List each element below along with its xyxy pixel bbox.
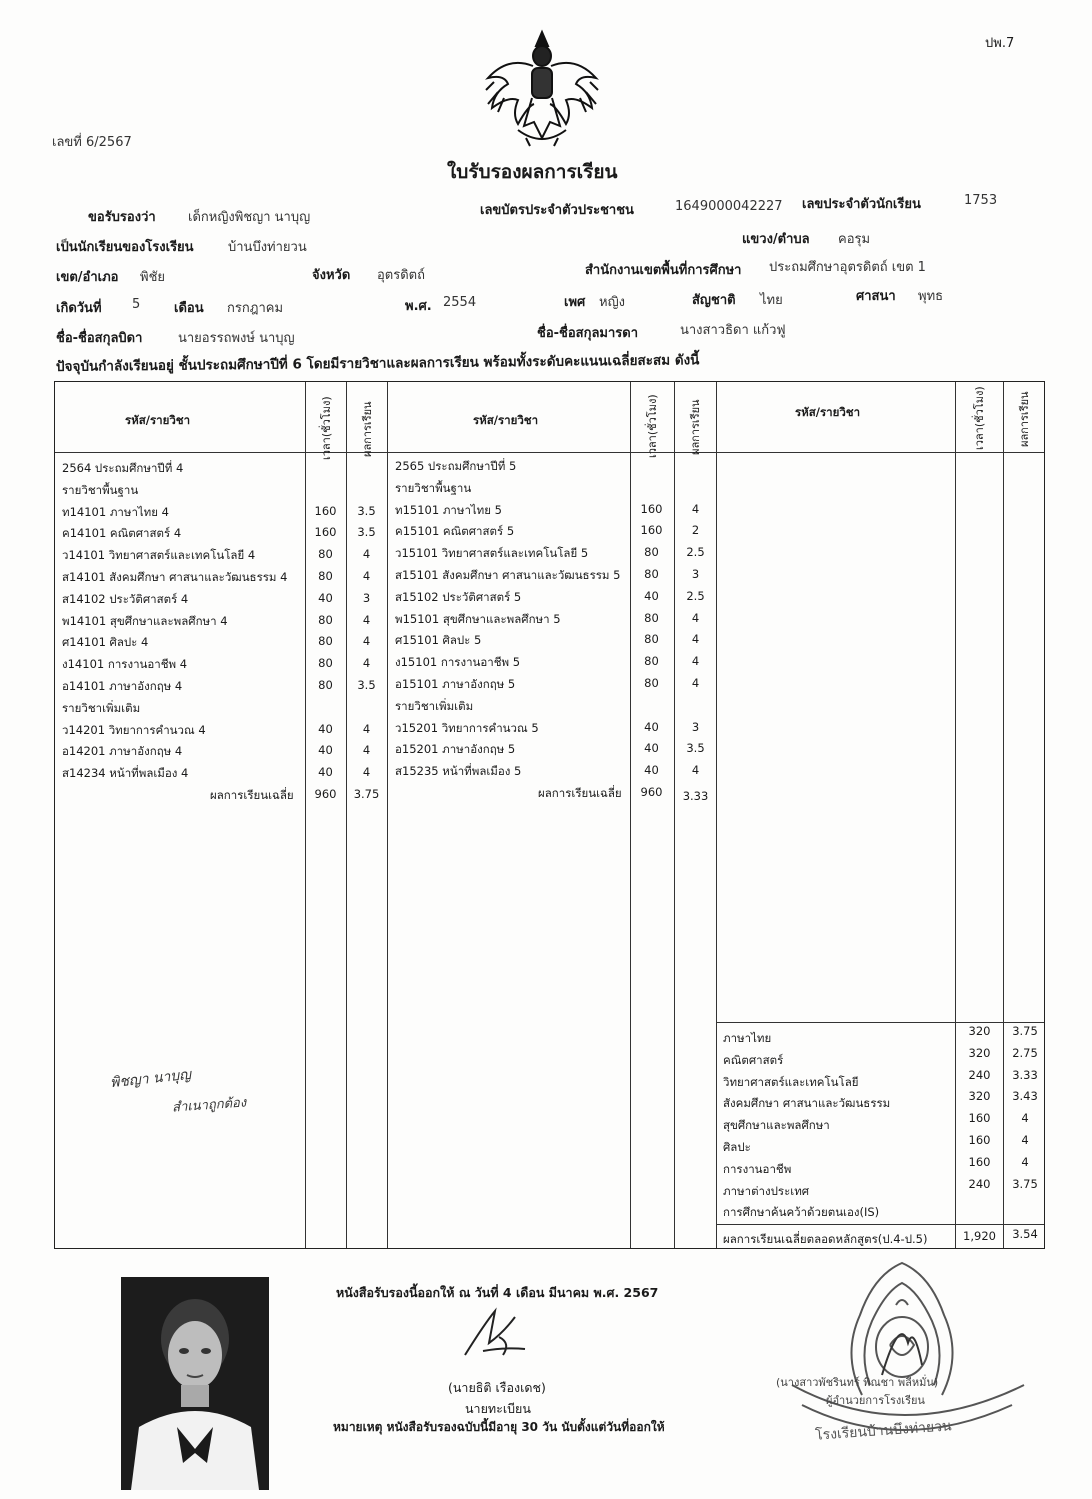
table-row-name: ง15101 การงานอาชีพ 5 — [395, 655, 521, 670]
garuda-emblem — [478, 26, 606, 150]
school-label: เป็นนักเรียนของโรงเรียน — [56, 240, 194, 255]
table-row-grade: 2.5 — [686, 545, 705, 560]
table-row-name: ส14234 หน้าที่พลเมือง 4 — [62, 766, 189, 781]
district-label: เขต/อำเภอ — [56, 270, 119, 285]
table-row-grade: 3 — [362, 590, 371, 605]
table-row-name: ท14101 ภาษาไทย 4 — [62, 504, 169, 519]
table-row-grade: 4 — [362, 634, 371, 649]
registrar-title: นายทะเบียน — [465, 1401, 531, 1416]
director-name: (นางสาวพัชรินทร์ พิณชา พลีหมั่น) — [776, 1376, 939, 1389]
table-row-hours: 160 — [640, 501, 663, 516]
sex-label: เพศ — [564, 295, 586, 310]
id-value: 1649000042227 — [675, 199, 783, 214]
page-title: ใบรับรองผลการเรียน — [447, 161, 618, 183]
table-row-hours: 80 — [318, 547, 333, 562]
table-row-grade: 4 — [691, 610, 700, 625]
subdistrict-label: แขวง/ตำบล — [742, 232, 810, 247]
summary-row-name: วิทยาศาสตร์และเทคโนโลยี — [723, 1074, 859, 1089]
sex-value: หญิง — [599, 295, 625, 310]
director-title: ผู้อำนวยการโรงเรียน — [826, 1394, 925, 1407]
table-row-name: ท15101 ภาษาไทย 5 — [395, 502, 502, 517]
born-day-label: เกิดวันที่ — [56, 301, 102, 316]
col1-hours-header: เวลา(ชั่วโมง) — [320, 396, 333, 460]
summary-row-name: คณิตศาสตร์ — [723, 1052, 784, 1067]
table-row-name: รายวิชาพื้นฐาน — [395, 480, 472, 495]
table-row-name: ค14101 คณิตศาสตร์ 4 — [62, 526, 182, 541]
col1-grade-header: ผลการเรียน — [361, 401, 374, 457]
issued-date: หนังสือรับรองนี้ออกให้ ณ วันที่ 4 เดือน มีนาคม พ.ศ. 2567 — [336, 1285, 659, 1300]
col3-subject-header: รหัส/รายวิชา — [795, 405, 861, 419]
area-value: ประถมศึกษาอุตรดิตถ์ เขต 1 — [769, 260, 926, 275]
doc-number: เลขที่ 6/2567 — [52, 135, 132, 150]
form-code: ปพ.7 — [985, 36, 1015, 51]
table-row-grade: 4 — [362, 743, 371, 758]
table-row-name: ส14102 ประวัติศาสตร์ 4 — [62, 591, 189, 606]
table-row-grade: 3.5 — [357, 503, 376, 518]
summary-total-label: ผลการเรียนเฉลี่ยตลอดหลักสูตร(ป.4-ป.5) — [723, 1232, 928, 1246]
table-row-name: พ15101 สุขศึกษาและพลศึกษา 5 — [395, 611, 561, 626]
table-row-name: รายวิชาพื้นฐาน — [62, 482, 139, 497]
table-row-name: 2565 ประถมศึกษาปีที่ 5 — [395, 459, 517, 473]
summary-row-hours: 240 — [968, 1176, 991, 1191]
row-average-hours: 960 — [640, 785, 663, 799]
table-row-grade: 3.5 — [357, 525, 376, 540]
summary-row-name: ศิลปะ — [723, 1140, 751, 1154]
area-label: สำนักงานเขตพื้นที่การศึกษา — [585, 263, 742, 278]
table-row-grade: 3 — [691, 719, 700, 734]
table-row-grade: 3 — [691, 567, 700, 581]
nationality-value: ไทย — [760, 293, 783, 308]
table-row-name: ส15235 หน้าที่พลเมือง 5 — [395, 764, 522, 779]
student-photo — [121, 1277, 269, 1490]
registrar-name: (นายธิติ เรืองเดช) — [448, 1380, 546, 1395]
summary-row-hours: 160 — [968, 1154, 991, 1169]
born-month-label: เดือน — [174, 301, 204, 316]
province-label: จังหวัด — [312, 268, 351, 283]
religion-label: ศาสนา — [856, 289, 896, 304]
summary-row-grade: 3.75 — [1012, 1024, 1038, 1038]
table-row-name: 2564 ประถมศึกษาปีที่ 4 — [62, 461, 184, 475]
table-row-name: อ15101 ภาษาอังกฤษ 5 — [395, 677, 516, 691]
table-row-name: พ14101 สุขศึกษาและพลศึกษา 4 — [62, 613, 228, 628]
grades-table — [54, 381, 1045, 1249]
table-row-grade: 4 — [362, 721, 371, 736]
summary-row-grade: 4 — [1021, 1133, 1029, 1147]
table-row-hours: 160 — [640, 523, 663, 538]
table-row-name: อ14201 ภาษาอังกฤษ 4 — [62, 744, 183, 759]
col2-subject-header: รหัส/รายวิชา — [473, 413, 539, 427]
table-row-hours: 40 — [318, 743, 333, 758]
summary-row-grade: 3.75 — [1012, 1176, 1038, 1191]
table-row-grade: 4 — [362, 656, 371, 671]
table-row-name: ศ14101 ศิลปะ 4 — [62, 635, 149, 650]
summary-row-grade: 2.75 — [1012, 1045, 1038, 1060]
father-label: ชื่อ-ชื่อสกุลบิดา — [56, 331, 143, 346]
table-row-hours: 40 — [644, 763, 659, 778]
table-row-grade: 4 — [691, 676, 700, 690]
mother-label: ชื่อ-ชื่อสกุลมารดา — [537, 326, 639, 341]
table-row-name: ส14101 สังคมศึกษา ศาสนาและวัฒนธรรม 4 — [62, 570, 288, 584]
religion-value: พุทธ — [918, 289, 944, 304]
table-row-hours: 80 — [644, 610, 659, 625]
table-row-hours: 80 — [318, 612, 333, 627]
table-row-grade: 2 — [691, 523, 700, 538]
table-row-hours: 80 — [644, 654, 659, 669]
col2-hours-header: เวลา(ชั่วโมง) — [646, 394, 659, 458]
table-row-hours: 160 — [314, 503, 337, 518]
table-row-name: รายวิชาเพิ่มเติม — [62, 700, 141, 715]
table-row-grade: 4 — [362, 612, 371, 627]
certify-label: ขอรับรองว่า — [88, 210, 156, 225]
table-row-grade: 4 — [691, 763, 700, 778]
summary-row-hours: 320 — [968, 1024, 991, 1038]
col1-subject-header: รหัส/รายวิชา — [125, 413, 191, 427]
table-row-name: ว15101 วิทยาศาสตร์และเทคโนโลยี 5 — [395, 546, 589, 561]
table-row-hours: 80 — [318, 656, 333, 671]
table-row-hours: 40 — [644, 719, 659, 734]
summary-row-hours: 160 — [968, 1133, 991, 1147]
student-no-value: 1753 — [964, 193, 998, 208]
subdistrict-value: คอรุม — [838, 232, 871, 247]
row-average-grade: 3.33 — [682, 789, 709, 803]
summary-row-hours: 320 — [968, 1089, 991, 1104]
student-name: เด็กหญิงพิชญา นาบุญ — [188, 210, 311, 225]
summary-total-hours: 1,920 — [963, 1229, 996, 1243]
summary-row-name: ภาษาไทย — [723, 1031, 772, 1045]
table-row-hours: 40 — [644, 588, 659, 603]
summary-row-hours: 240 — [968, 1067, 991, 1082]
table-row-name: ว14101 วิทยาศาสตร์และเทคโนโลยี 4 — [62, 548, 256, 563]
table-row-grade: 4 — [691, 654, 700, 669]
row-average-hours: 960 — [314, 787, 337, 801]
row-average-label: ผลการเรียนเฉลี่ย — [538, 786, 622, 800]
table-row-hours: 80 — [644, 545, 659, 560]
col3-grade-header: ผลการเรียน — [1018, 391, 1031, 447]
table-row-name: อ15201 ภาษาอังกฤษ 5 — [395, 742, 516, 757]
row-average-grade: 3.75 — [353, 787, 380, 801]
table-row-name: ส15101 สังคมศึกษา ศาสนาและวัฒนธรรม 5 — [395, 568, 621, 582]
summary-row-name: การศึกษาค้นคว้าด้วยตนเอง(IS) — [723, 1205, 880, 1220]
table-row-name: รายวิชาเพิ่มเติม — [395, 698, 474, 713]
born-year-label: พ.ศ. — [405, 299, 432, 314]
table-row-grade: 4 — [362, 547, 371, 562]
col2-grade-header: ผลการเรียน — [689, 399, 702, 455]
table-row-grade: 4 — [691, 632, 700, 647]
table-row-hours: 40 — [318, 590, 333, 605]
table-row-name: ส15102 ประวัติศาสตร์ 5 — [395, 589, 522, 604]
validity-note: หมายเหตุ หนังสือรับรองฉบับนี้มีอายุ 30 วัน นับตั้งแต่วันที่ออกให้ — [333, 1420, 665, 1434]
table-row-hours: 160 — [314, 525, 337, 540]
handwritten-name: พิชญา นาบุญ — [109, 1066, 192, 1092]
row-average-label: ผลการเรียนเฉลี่ย — [210, 788, 294, 802]
table-row-hours: 80 — [318, 678, 333, 692]
table-row-name: ว15201 วิทยาการคำนวณ 5 — [395, 720, 539, 735]
table-row-name: อ14101 ภาษาอังกฤษ 4 — [62, 679, 183, 693]
summary-row-grade: 3.33 — [1012, 1067, 1038, 1082]
summary-row-grade: 4 — [1021, 1111, 1029, 1126]
table-row-grade: 3.5 — [686, 741, 705, 756]
born-day-value: 5 — [132, 297, 141, 312]
col3-hours-header: เวลา(ชั่วโมง) — [973, 386, 986, 450]
province-value: อุตรดิตถ์ — [377, 268, 425, 283]
handwritten-certified: สำเนาถูกต้อง — [171, 1095, 247, 1116]
table-row-grade: 4 — [362, 765, 371, 780]
table-row-name: ง14101 การงานอาชีพ 4 — [62, 657, 188, 672]
summary-row-name: สังคมศึกษา ศาสนาและวัฒนธรรม — [723, 1096, 891, 1111]
born-year-value: 2554 — [443, 295, 477, 310]
summary-total-grade: 3.54 — [1012, 1227, 1038, 1241]
summary-row-grade: 4 — [1021, 1154, 1029, 1169]
school-value: บ้านบึงท่ายวน — [228, 240, 307, 255]
table-row-grade: 3.5 — [357, 678, 376, 692]
summary-row-name: การงานอาชีพ — [723, 1161, 792, 1176]
table-row-hours: 80 — [644, 632, 659, 647]
born-month-value: กรกฎาคม — [227, 301, 284, 316]
student-no-label: เลขประจำตัวนักเรียน — [802, 197, 921, 212]
summary-row-grade: 3.43 — [1012, 1089, 1038, 1104]
summary-row-name: ภาษาต่างประเทศ — [723, 1183, 810, 1198]
table-row-grade: 4 — [691, 501, 700, 516]
table-row-name: ว14201 วิทยาการคำนวณ 4 — [62, 722, 206, 737]
registrar-signature — [455, 1303, 535, 1363]
summary-row-name: สุขศึกษาและพลศึกษา — [723, 1118, 830, 1133]
mother-value: นางสาวธิดา แก้วฟู — [680, 323, 786, 338]
table-row-hours: 80 — [318, 569, 333, 583]
table-row-hours: 40 — [318, 765, 333, 780]
table-row-name: ศ15101 ศิลปะ 5 — [395, 633, 482, 648]
id-label: เลขบัตรประจำตัวประชาชน — [480, 203, 634, 218]
district-value: พิชัย — [140, 270, 166, 285]
table-row-hours: 80 — [318, 634, 333, 649]
father-value: นายอรรถพงษ์ นาบุญ — [178, 331, 295, 346]
current-status: ปัจจุบันกำลังเรียนอยู่ ชั้นประถมศึกษาปีที่ 6 โดยมีรายวิชาและผลการเรียน พร้อมทั้งระดับคะแนนเฉลี่ยสะสม ดังนี้ — [55, 352, 700, 375]
summary-row-hours: 160 — [968, 1111, 991, 1126]
table-row-hours: 80 — [644, 567, 659, 581]
table-row-hours: 40 — [318, 721, 333, 736]
table-row-hours: 40 — [644, 741, 659, 756]
table-row-hours: 80 — [644, 676, 659, 690]
nationality-label: สัญชาติ — [692, 293, 736, 308]
summary-row-hours: 320 — [968, 1045, 991, 1060]
table-row-grade: 2.5 — [686, 588, 705, 603]
table-row-grade: 4 — [362, 569, 371, 583]
seal-text: โรงเรียนบ้านบึงท่ายวน — [814, 1418, 953, 1444]
table-row-name: ค15101 คณิตศาสตร์ 5 — [395, 524, 515, 539]
